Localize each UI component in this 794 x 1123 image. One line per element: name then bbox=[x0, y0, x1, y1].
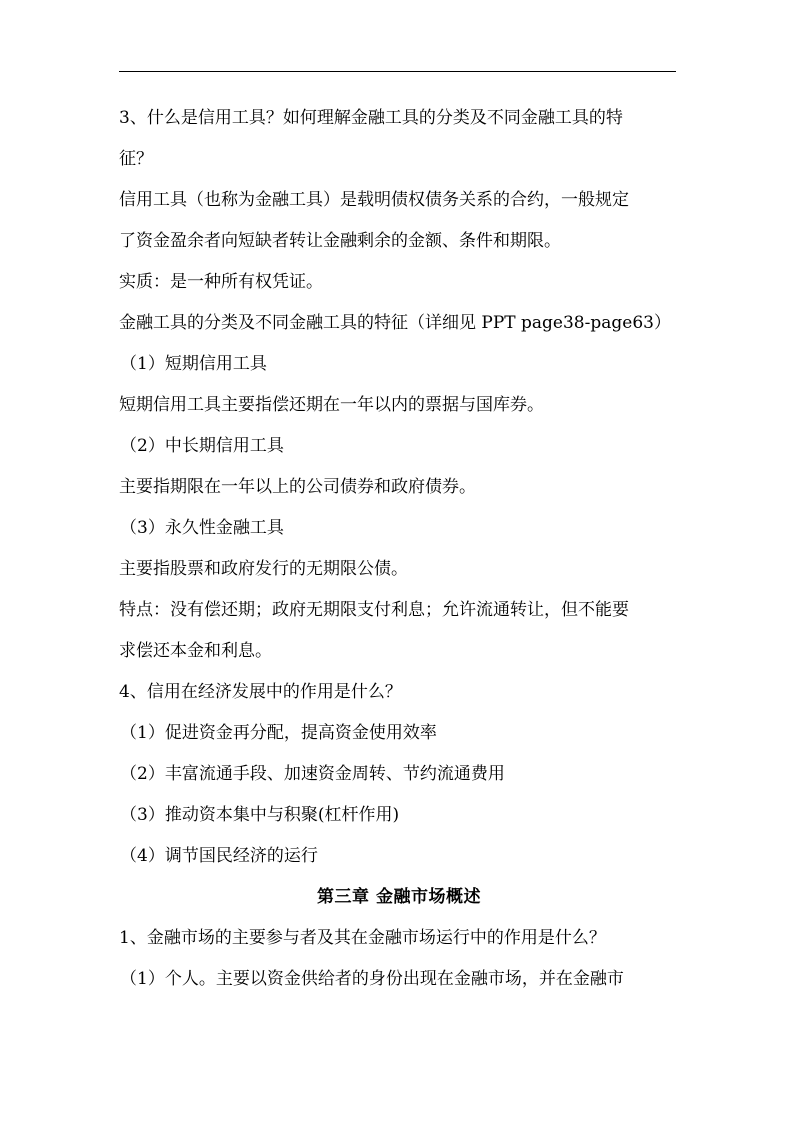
question-3-line-2: 征？ bbox=[119, 149, 153, 169]
classification-intro: 金融工具的分类及不同金融工具的特征（详细见 PPT page38-page63） bbox=[119, 313, 671, 333]
question-3-line-1: 3、什么是信用工具？如何理解金融工具的分类及不同金融工具的特 bbox=[119, 108, 623, 128]
item-medium-long-term-title: （2）中长期信用工具 bbox=[120, 436, 284, 456]
item-short-term-desc: 短期信用工具主要指偿还期在一年以内的票据与国库券。 bbox=[119, 395, 544, 415]
features-line-1: 特点：没有偿还期；政府无期限支付利息；允许流通转让，但不能要 bbox=[119, 600, 629, 620]
header-rule bbox=[119, 71, 676, 72]
item-medium-long-term-desc: 主要指期限在一年以上的公司债券和政府债券。 bbox=[119, 477, 476, 497]
question-4: 4、信用在经济发展中的作用是什么？ bbox=[119, 682, 402, 702]
participant-item-1: （1）个人。主要以资金供给者的身份出现在金融市场，并在金融市 bbox=[120, 969, 624, 989]
item-perpetual-desc: 主要指股票和政府发行的无期限公债。 bbox=[119, 559, 408, 579]
document-body bbox=[119, 98, 679, 1000]
features-line-2: 求偿还本金和利息。 bbox=[119, 641, 272, 661]
item-perpetual-title: （3）永久性金融工具 bbox=[120, 518, 284, 538]
role-item-3: （3）推动资本集中与积聚(杠杆作用) bbox=[120, 805, 400, 825]
item-short-term-title: （1）短期信用工具 bbox=[120, 354, 267, 374]
chapter-3-question-1: 1、金融市场的主要参与者及其在金融市场运行中的作用是什么？ bbox=[119, 928, 606, 948]
chapter-heading: 第三章 金融市场概述 bbox=[317, 887, 481, 907]
role-item-4: （4）调节国民经济的运行 bbox=[120, 846, 318, 866]
answer-definition-line-1: 信用工具（也称为金融工具）是载明债权债务关系的合约，一般规定 bbox=[119, 190, 629, 210]
answer-essence: 实质：是一种所有权凭证。 bbox=[119, 272, 323, 292]
role-item-2: （2）丰富流通手段、加速资金周转、节约流通费用 bbox=[120, 764, 505, 784]
answer-definition-line-2: 了资金盈余者向短缺者转让金融剩余的金额、条件和期限。 bbox=[119, 231, 561, 251]
role-item-1: （1）促进资金再分配，提高资金使用效率 bbox=[120, 723, 437, 743]
